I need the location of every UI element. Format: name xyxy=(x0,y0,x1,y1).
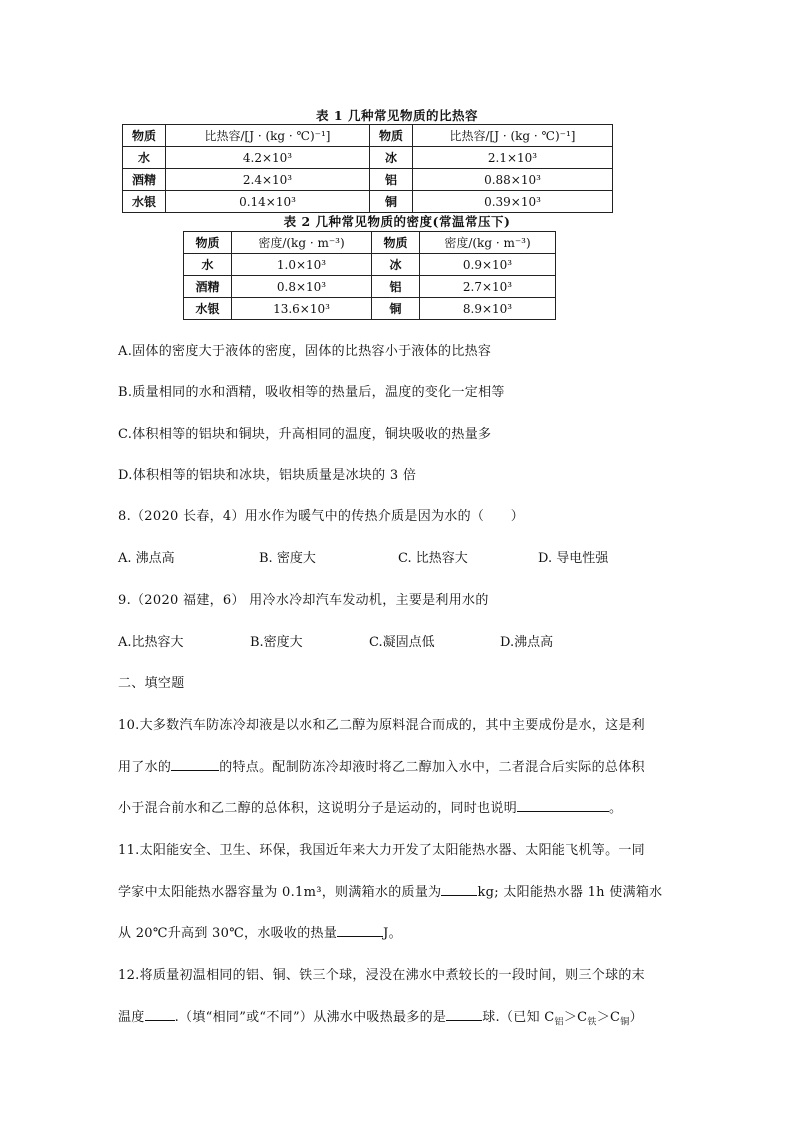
density-table xyxy=(183,231,556,320)
q10-blank-2[interactable] xyxy=(517,799,609,812)
q11-text: 从 20℃升高到 30℃，水吸收的热量 xyxy=(118,926,338,941)
section-title: 二、填空题 xyxy=(118,676,185,691)
table-cell: 铝 xyxy=(370,169,413,191)
table-cell: 冰 xyxy=(372,254,420,276)
header-cell: 物质 xyxy=(184,232,232,254)
table-row xyxy=(184,254,556,276)
q12-text: ＞C xyxy=(596,1010,621,1025)
table-cell: 2.1×10³ xyxy=(413,147,613,169)
q12-blank-1[interactable] xyxy=(145,1008,175,1021)
subscript: 铜 xyxy=(620,1017,630,1028)
table-cell: 0.39×10³ xyxy=(413,191,613,213)
q12-line-1: 12.将质量初温相同的铝、铜、铁三个球，浸没在沸水中煮较长的一段时间，则三个球的末 xyxy=(118,968,645,983)
q10-text: 。 xyxy=(609,801,623,816)
q10-text: 用了水的 xyxy=(118,760,172,775)
table-cell: 水银 xyxy=(123,191,166,213)
q10-line-1: 10.大多数汽车防冻冷却液是以水和乙二醇为原料混合而成的，其中主要成份是水，这是利 xyxy=(118,718,645,733)
header-cell: 比热容/[J · (kg · ℃)⁻¹] xyxy=(166,125,370,147)
header-cell: 密度/(kg · m⁻³) xyxy=(232,232,372,254)
q10-line-2 xyxy=(118,756,645,775)
table-row xyxy=(123,169,613,191)
q12-line-2 xyxy=(118,1006,643,1028)
table-cell: 1.0×10³ xyxy=(232,254,372,276)
table-cell: 水 xyxy=(184,254,232,276)
q7-option-a: A.固体的密度大于液体的密度，固体的比热容小于液体的比热容 xyxy=(118,344,492,359)
q9-option-c: C.凝固点低 xyxy=(369,635,435,650)
q12-text: 球.（已知 C xyxy=(482,1010,555,1025)
q8-stem: 8.（2020 长春，4）用水作为暖气中的传热介质是因为水的（ ） xyxy=(118,509,525,524)
q12-text: ） xyxy=(629,1010,643,1025)
q9-option-d: D.沸点高 xyxy=(500,635,554,650)
table-header-row xyxy=(123,125,613,147)
table-cell: 0.8×10³ xyxy=(232,276,372,298)
header-cell: 物质 xyxy=(123,125,166,147)
q12-text: .（填“相同”或“不同”）从沸水中吸热最多的是 xyxy=(174,1010,447,1025)
table-cell: 铝 xyxy=(372,276,420,298)
table-cell: 0.88×10³ xyxy=(413,169,613,191)
q11-line-3 xyxy=(118,922,402,941)
table-cell: 水 xyxy=(123,147,166,169)
header-cell: 比热容/[J · (kg · ℃)⁻¹] xyxy=(413,125,613,147)
q11-text: 学家中太阳能热水器容量为 0.1m³，则满箱水的质量为 xyxy=(118,885,442,900)
q11-blank-2[interactable] xyxy=(337,924,383,937)
table-row xyxy=(184,298,556,320)
table-header-row xyxy=(184,232,556,254)
table-cell: 水银 xyxy=(184,298,232,320)
table-cell: 13.6×10³ xyxy=(232,298,372,320)
q10-text: 小于混合前水和乙二醇的总体积，这说明分子是运动的，同时也说明 xyxy=(118,801,518,816)
q7-option-d: D.体积相等的铝块和冰块，铝块质量是冰块的 3 倍 xyxy=(118,468,417,483)
table-cell: 酒精 xyxy=(184,276,232,298)
table-cell: 8.9×10³ xyxy=(420,298,556,320)
subscript: 铁 xyxy=(587,1017,597,1028)
table-row xyxy=(123,191,613,213)
table-row xyxy=(123,147,613,169)
q8-option-c: C. 比热容大 xyxy=(398,551,468,566)
q9-option-a: A.比热容大 xyxy=(118,635,184,650)
table-cell: 酒精 xyxy=(123,169,166,191)
header-cell: 密度/(kg · m⁻³) xyxy=(420,232,556,254)
q12-text: 温度 xyxy=(118,1010,145,1025)
q8-option-a: A. 沸点高 xyxy=(118,551,175,566)
q9-stem: 9.（2020 福建，6） 用冷水冷却汽车发动机，主要是利用水的 xyxy=(118,593,489,608)
specific-heat-table xyxy=(122,124,613,213)
q11-line-1: 11.太阳能安全、卫生、环保，我国近年来大力开发了太阳能热水器、太阳能飞机等。一同 xyxy=(118,843,645,858)
table-row xyxy=(184,276,556,298)
table-cell: 0.9×10³ xyxy=(420,254,556,276)
table-cell: 0.14×10³ xyxy=(166,191,370,213)
q9-option-b: B.密度大 xyxy=(250,635,303,650)
table-cell: 2.4×10³ xyxy=(166,169,370,191)
q7-option-c: C.体积相等的铝块和铜块，升高相同的温度，铜块吸收的热量多 xyxy=(118,427,492,442)
table-cell: 冰 xyxy=(370,147,413,169)
table2-caption: 表 2 几种常见物质的密度(常温常压下) xyxy=(283,214,511,229)
table-cell: 铜 xyxy=(370,191,413,213)
subscript: 铝 xyxy=(554,1017,564,1028)
table1-caption: 表 1 几种常见物质的比热容 xyxy=(316,108,478,123)
q10-blank-1[interactable] xyxy=(171,758,219,771)
q10-text: 的特点。配制防冻冷却液时将乙二醇加入水中，二者混合后实际的总体积 xyxy=(219,760,645,775)
q11-line-2 xyxy=(118,881,662,900)
q11-text: kg; 太阳能热水器 1h 使满箱水 xyxy=(477,885,663,900)
table-cell: 2.7×10³ xyxy=(420,276,556,298)
q12-text: ＞C xyxy=(563,1010,588,1025)
q11-blank-1[interactable] xyxy=(441,883,477,896)
header-cell: 物质 xyxy=(372,232,420,254)
q11-text: J。 xyxy=(383,926,402,941)
q7-option-b: B.质量相同的水和酒精，吸收相等的热量后，温度的变化一定相等 xyxy=(118,385,505,400)
table-cell: 铜 xyxy=(372,298,420,320)
q8-option-b: B. 密度大 xyxy=(259,551,316,566)
table-cell: 4.2×10³ xyxy=(166,147,370,169)
header-cell: 物质 xyxy=(370,125,413,147)
q10-line-3 xyxy=(118,797,622,816)
q8-option-d: D. 导电性强 xyxy=(538,551,609,566)
q12-blank-2[interactable] xyxy=(446,1008,482,1021)
